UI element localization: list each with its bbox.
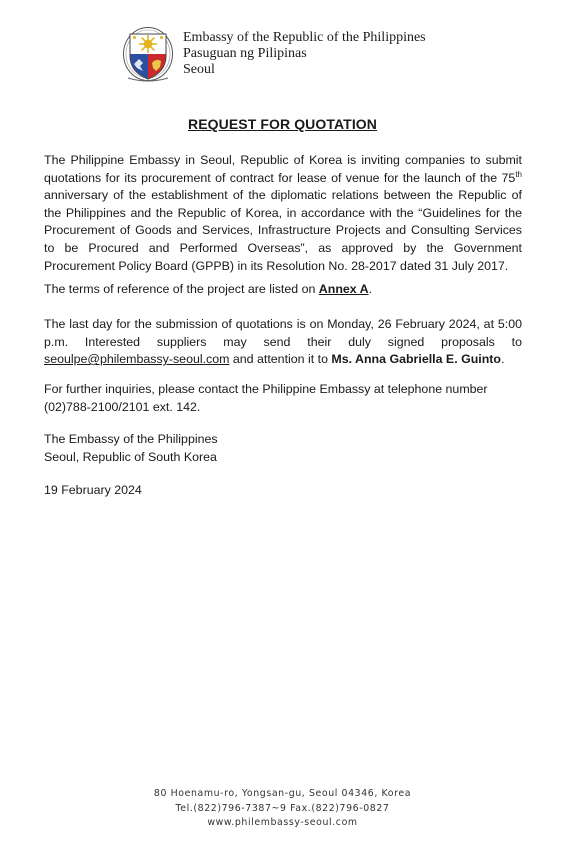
- sun-icon: [139, 35, 157, 53]
- embassy-city: Seoul: [183, 62, 215, 77]
- terms-end: .: [368, 282, 373, 296]
- invitation-text-part1: The Philippine Embassy in Seoul, Republic of Korea is inviting companies to submit quotations for its procurement of contract for lease of venue for the launch of the 75: [44, 153, 522, 185]
- annex-link[interactable]: Annex A: [318, 282, 369, 296]
- philippine-seal-icon: [122, 26, 174, 82]
- document-date: 19 February 2024: [44, 483, 142, 497]
- footer: [0, 787, 565, 831]
- inquiries-text: For further inquiries, please contact the Philippine Embassy at telephone number (02)788-2100/2101 ext. 142.: [44, 382, 488, 414]
- paragraph-inquiries: [44, 381, 522, 416]
- signature-line-1: The Embassy of the Philippines: [44, 432, 218, 446]
- submission-end: .: [501, 352, 505, 367]
- contact-person: Ms. Anna Gabriella E. Guinto: [331, 352, 501, 367]
- submission-text: The last day for the submission of quotations is on Monday, 26 February 2024, at 5:00 p.m. Interested suppliers may send their duly signed proposals to: [44, 317, 522, 349]
- paragraph-terms: [44, 281, 522, 299]
- embassy-name-filipino: Pasuguan ng Pilipinas: [183, 46, 307, 61]
- paragraph-submission: [44, 316, 522, 369]
- letterhead-text: [183, 26, 426, 78]
- footer-phone: Tel.(822)796-7387~9 Fax.(822)796-0827: [175, 802, 390, 814]
- invitation-text-part2: anniversary of the establishment of the diplomatic relations between the Republic of the Philippines and the Republic of Korea, in accordance with the “Guidelines for the Procurement of Goods and Services, Infrastructure Projects and Consulting Services to be Procured and Performed Overseas”, as approved by the Government Procurement Policy Board (GPPB) in its Resolution No. 28-2017 dated 31 July 2017.: [44, 188, 522, 273]
- letterhead: [122, 26, 426, 82]
- document-title: REQUEST FOR QUOTATION: [187, 116, 378, 132]
- submission-middle: and attention it to: [229, 352, 332, 367]
- paragraph-invitation: [44, 152, 522, 275]
- ordinal-superscript: th: [515, 169, 522, 179]
- embassy-name: Embassy of the Republic of the Philippines: [183, 30, 426, 45]
- footer-address: 80 Hoenamu-ro, Yongsan-gu, Seoul 04346, Korea: [153, 788, 412, 799]
- signature-line-2: Seoul, Republic of South Korea: [44, 449, 217, 464]
- email-link[interactable]: seoulpe@philembassy-seoul.com: [44, 352, 230, 367]
- footer-website[interactable]: www.philembassy-seoul.com: [207, 817, 358, 829]
- signature-block: [44, 431, 522, 466]
- terms-text: The terms of reference of the project are listed on: [44, 282, 319, 296]
